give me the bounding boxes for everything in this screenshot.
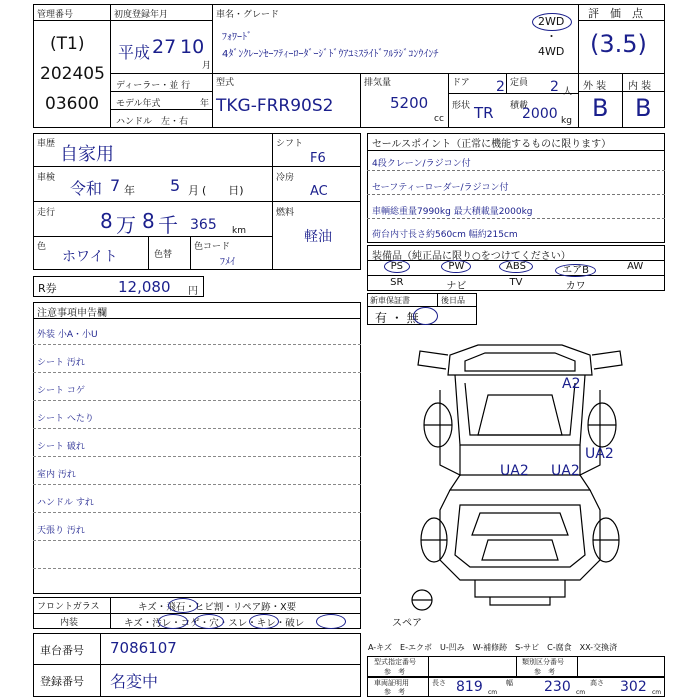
kanri-label: 管理番号	[37, 10, 74, 20]
fuel-value: 軽油	[304, 229, 332, 245]
drive-2wd: 2WD	[538, 15, 565, 28]
shape-value: TR	[474, 104, 494, 122]
note-line: シート コゲ	[37, 386, 85, 396]
equip-leather: カワ	[565, 281, 586, 292]
equip-abs: ABS	[486, 261, 546, 275]
mileage-label: 走行	[37, 208, 56, 218]
inspect-month-unit: 月	[188, 184, 199, 197]
interior-circle-3	[249, 614, 279, 629]
name-label: 車名・グレード	[216, 10, 280, 20]
name-line2: 4ﾀﾞﾝｸﾚｰﾝｾｰﾌﾃｨｰﾛｰﾀﾞｰｼﾞﾄﾞｳｱﾕﾐｽﾗｲﾄﾞﾌﾙﾗｼﾞｺﾝｳｲﾝﾁ	[222, 49, 439, 60]
interior-circle-2	[194, 614, 224, 629]
model-year-unit: 年	[200, 99, 210, 109]
length-value: 819	[456, 679, 483, 695]
note-guide-line	[33, 428, 361, 429]
load-value: 2000	[522, 106, 558, 122]
legend-text: A-キズ E-エクボ U-凹み W-補修跡 S-サビ C-腐食 XX-交換済	[368, 643, 618, 652]
shape-label: 形状	[452, 101, 471, 111]
inspect-era: 令和	[70, 179, 103, 198]
note-guide-line	[33, 456, 361, 457]
name-line1: ﾌｫﾜｰﾄﾞ	[222, 32, 252, 43]
inspect-year-unit: 年	[124, 184, 135, 197]
int-value: B	[635, 94, 652, 122]
disp-unit: cc	[434, 114, 444, 124]
glass-label: フロントガラス	[37, 602, 100, 612]
length-unit: cm	[488, 689, 498, 696]
note-line: シート へたり	[37, 414, 94, 424]
warranty-value: 有 ・ 無	[375, 311, 419, 325]
ext-label: 外 装	[583, 81, 607, 92]
equip-ps: PS	[367, 261, 427, 275]
mileage-man: 8	[100, 209, 113, 233]
hood	[465, 383, 575, 435]
rear-step	[490, 597, 550, 605]
chassis-value: 7086107	[110, 639, 177, 657]
warranty-circle	[413, 307, 438, 325]
note-line: ハンドル すれ	[37, 498, 94, 508]
mileage-sen-unit: 千	[158, 213, 178, 237]
mileage-unit: km	[232, 226, 246, 236]
load-label: 積載	[510, 101, 529, 111]
equip-tv: TV	[509, 277, 523, 288]
interior-items: キズ・汚レ・コゲ・穴・スレ・キレ・破レ	[124, 618, 305, 629]
note-line: 室内 汚れ	[37, 470, 76, 480]
equip-navi: ナビ	[446, 281, 467, 292]
note-guide-line	[33, 400, 361, 401]
mirror-left	[418, 351, 448, 369]
windshield	[478, 395, 562, 435]
equip-aw: AW	[627, 261, 644, 272]
load-unit: kg	[561, 116, 572, 126]
inspect-month: 5	[170, 176, 181, 195]
mirror-right	[592, 351, 622, 369]
reg-label: 初度登録年月	[114, 10, 169, 20]
interior-circle-1	[158, 614, 188, 629]
glass-items: キズ・飛石・ヒビ割・リペア跡・X要	[138, 602, 297, 613]
interior-circle-4	[316, 614, 346, 629]
sales-line: 荷台内寸長さ約560cm 幅約215cm	[372, 230, 518, 240]
mileage-sen: 8	[142, 209, 155, 233]
lower-body-inner	[455, 505, 585, 567]
equip-airbag: エアB	[546, 261, 606, 275]
note-line: シート 破れ	[37, 442, 85, 452]
form-type-label-b: 参 考	[384, 668, 405, 676]
ac-label: 冷房	[276, 173, 295, 183]
equipment-row2	[367, 277, 665, 291]
rticket-value: 12,080	[118, 278, 171, 296]
rticket-label: R券	[38, 282, 57, 295]
class-label: 類別区分番号	[522, 658, 564, 666]
equipment-title: 装備品（純正品に限り○をつけてください）	[372, 251, 571, 262]
handle-label: ハンドル 左・右	[116, 117, 189, 127]
reg-month: 10	[180, 36, 205, 58]
spare-label: スペア	[392, 618, 422, 629]
color-code-value: ﾌﾒｲ	[220, 257, 235, 268]
cap-unit: 人	[563, 87, 573, 97]
note-guide-line	[33, 568, 361, 569]
equip-pw: PW	[427, 261, 487, 275]
ext-value: B	[592, 94, 609, 122]
drive-dot: ・	[546, 30, 557, 43]
width-value: 230	[544, 679, 571, 695]
width-unit: cm	[576, 689, 586, 696]
notes-title: 注意事項申告欄	[37, 308, 107, 319]
equipment-row1	[367, 261, 665, 275]
door-label: ドア	[452, 78, 470, 88]
mileage-rest: 365	[190, 217, 217, 233]
rear-bumper	[475, 580, 565, 597]
note-line: 外装 小A・小U	[37, 330, 98, 340]
note-guide-line	[33, 344, 361, 345]
reg-month-unit: 月	[202, 61, 212, 71]
door-value: 2	[496, 79, 505, 95]
notes-lines	[33, 318, 361, 594]
chassis-label: 車台番号	[40, 644, 84, 657]
note-line: 天張り 汚れ	[37, 526, 85, 536]
color-value: ホワイト	[62, 249, 118, 265]
height-value: 302	[620, 679, 647, 695]
rticket-unit: 円	[188, 286, 198, 297]
height-unit: cm	[652, 689, 662, 696]
damage-mark: A2	[562, 376, 581, 392]
reg-era: 平成	[118, 43, 151, 62]
kanri-num2: 03600	[45, 94, 100, 114]
inspect-day-unit: ( 日)	[202, 184, 244, 197]
damage-mark: UA2	[500, 463, 529, 479]
interior-label: 内装	[60, 618, 79, 628]
inspect-label: 車検	[37, 173, 56, 183]
kanri-num1: 202405	[40, 64, 105, 84]
vehicle-diagram	[400, 335, 640, 625]
dealer-label: ディーラー・並 行	[116, 81, 191, 91]
color-code-label: 色コード	[194, 242, 231, 252]
cap-label: 定員	[510, 78, 529, 88]
class-label-b: 参 考	[534, 668, 555, 676]
note-guide-line	[33, 372, 361, 373]
form-type-label: 型式指定番号	[374, 658, 416, 666]
dim-label: 車両証明用	[374, 679, 409, 687]
glass-circle	[168, 598, 198, 613]
sales-line: 4段クレーン/ラジコン付	[372, 159, 471, 169]
color-change-label: 色替	[154, 250, 173, 260]
inspect-year: 7	[110, 176, 121, 195]
warranty-label: 新車保証書	[370, 296, 410, 305]
damage-mark: UA2	[551, 463, 580, 479]
drive-4wd: 4WD	[538, 45, 565, 58]
eval-value: (3.5)	[590, 30, 647, 58]
fuel-label: 燃料	[276, 208, 295, 218]
sales-line: 車輌総重量7990kg 最大積載量2000kg	[372, 207, 533, 217]
sales-title: セールスポイント（正常に機能するものに限ります）	[372, 139, 612, 150]
note-line: シート 汚れ	[37, 358, 85, 368]
model-year-label: モデル年式	[116, 99, 161, 109]
note-guide-line	[33, 512, 361, 513]
shift-label: シフト	[276, 139, 304, 149]
registration-value: 名変中	[110, 672, 159, 691]
equip-sr: SR	[390, 277, 404, 288]
note-guide-line	[33, 540, 361, 541]
width-label: 幅	[506, 679, 513, 687]
usage-value: 自家用	[60, 144, 114, 165]
disp-label: 排気量	[364, 78, 392, 88]
kanri-code: (T1)	[50, 34, 85, 54]
rear-cab	[472, 513, 568, 535]
type-label: 型式	[216, 78, 235, 88]
sales-line: セーフティーローダー/ラジコン付	[372, 183, 509, 193]
eval-label: 評 価 点	[588, 7, 643, 20]
disp-value: 5200	[390, 94, 429, 112]
mileage-man-unit: 万	[116, 213, 136, 237]
length-label: 長さ	[432, 679, 446, 687]
shift-value: F6	[310, 151, 326, 166]
ac-value: AC	[310, 184, 328, 199]
dim-label-b: 参 考	[384, 688, 405, 696]
later-label: 後日品	[441, 296, 465, 305]
damage-mark: UA2	[585, 446, 614, 462]
usage-label: 車歴	[37, 139, 56, 149]
note-guide-line	[33, 484, 361, 485]
rear-window	[482, 540, 558, 560]
cap-value: 2	[550, 79, 559, 95]
int-label: 内 装	[628, 81, 652, 92]
height-label: 高さ	[590, 679, 604, 687]
type-value: TKG-FRR90S2	[216, 96, 334, 116]
cab-roof-inner	[465, 353, 575, 371]
registration-label: 登録番号	[40, 675, 84, 688]
color-label: 色	[37, 242, 47, 252]
reg-year: 27	[152, 36, 177, 58]
